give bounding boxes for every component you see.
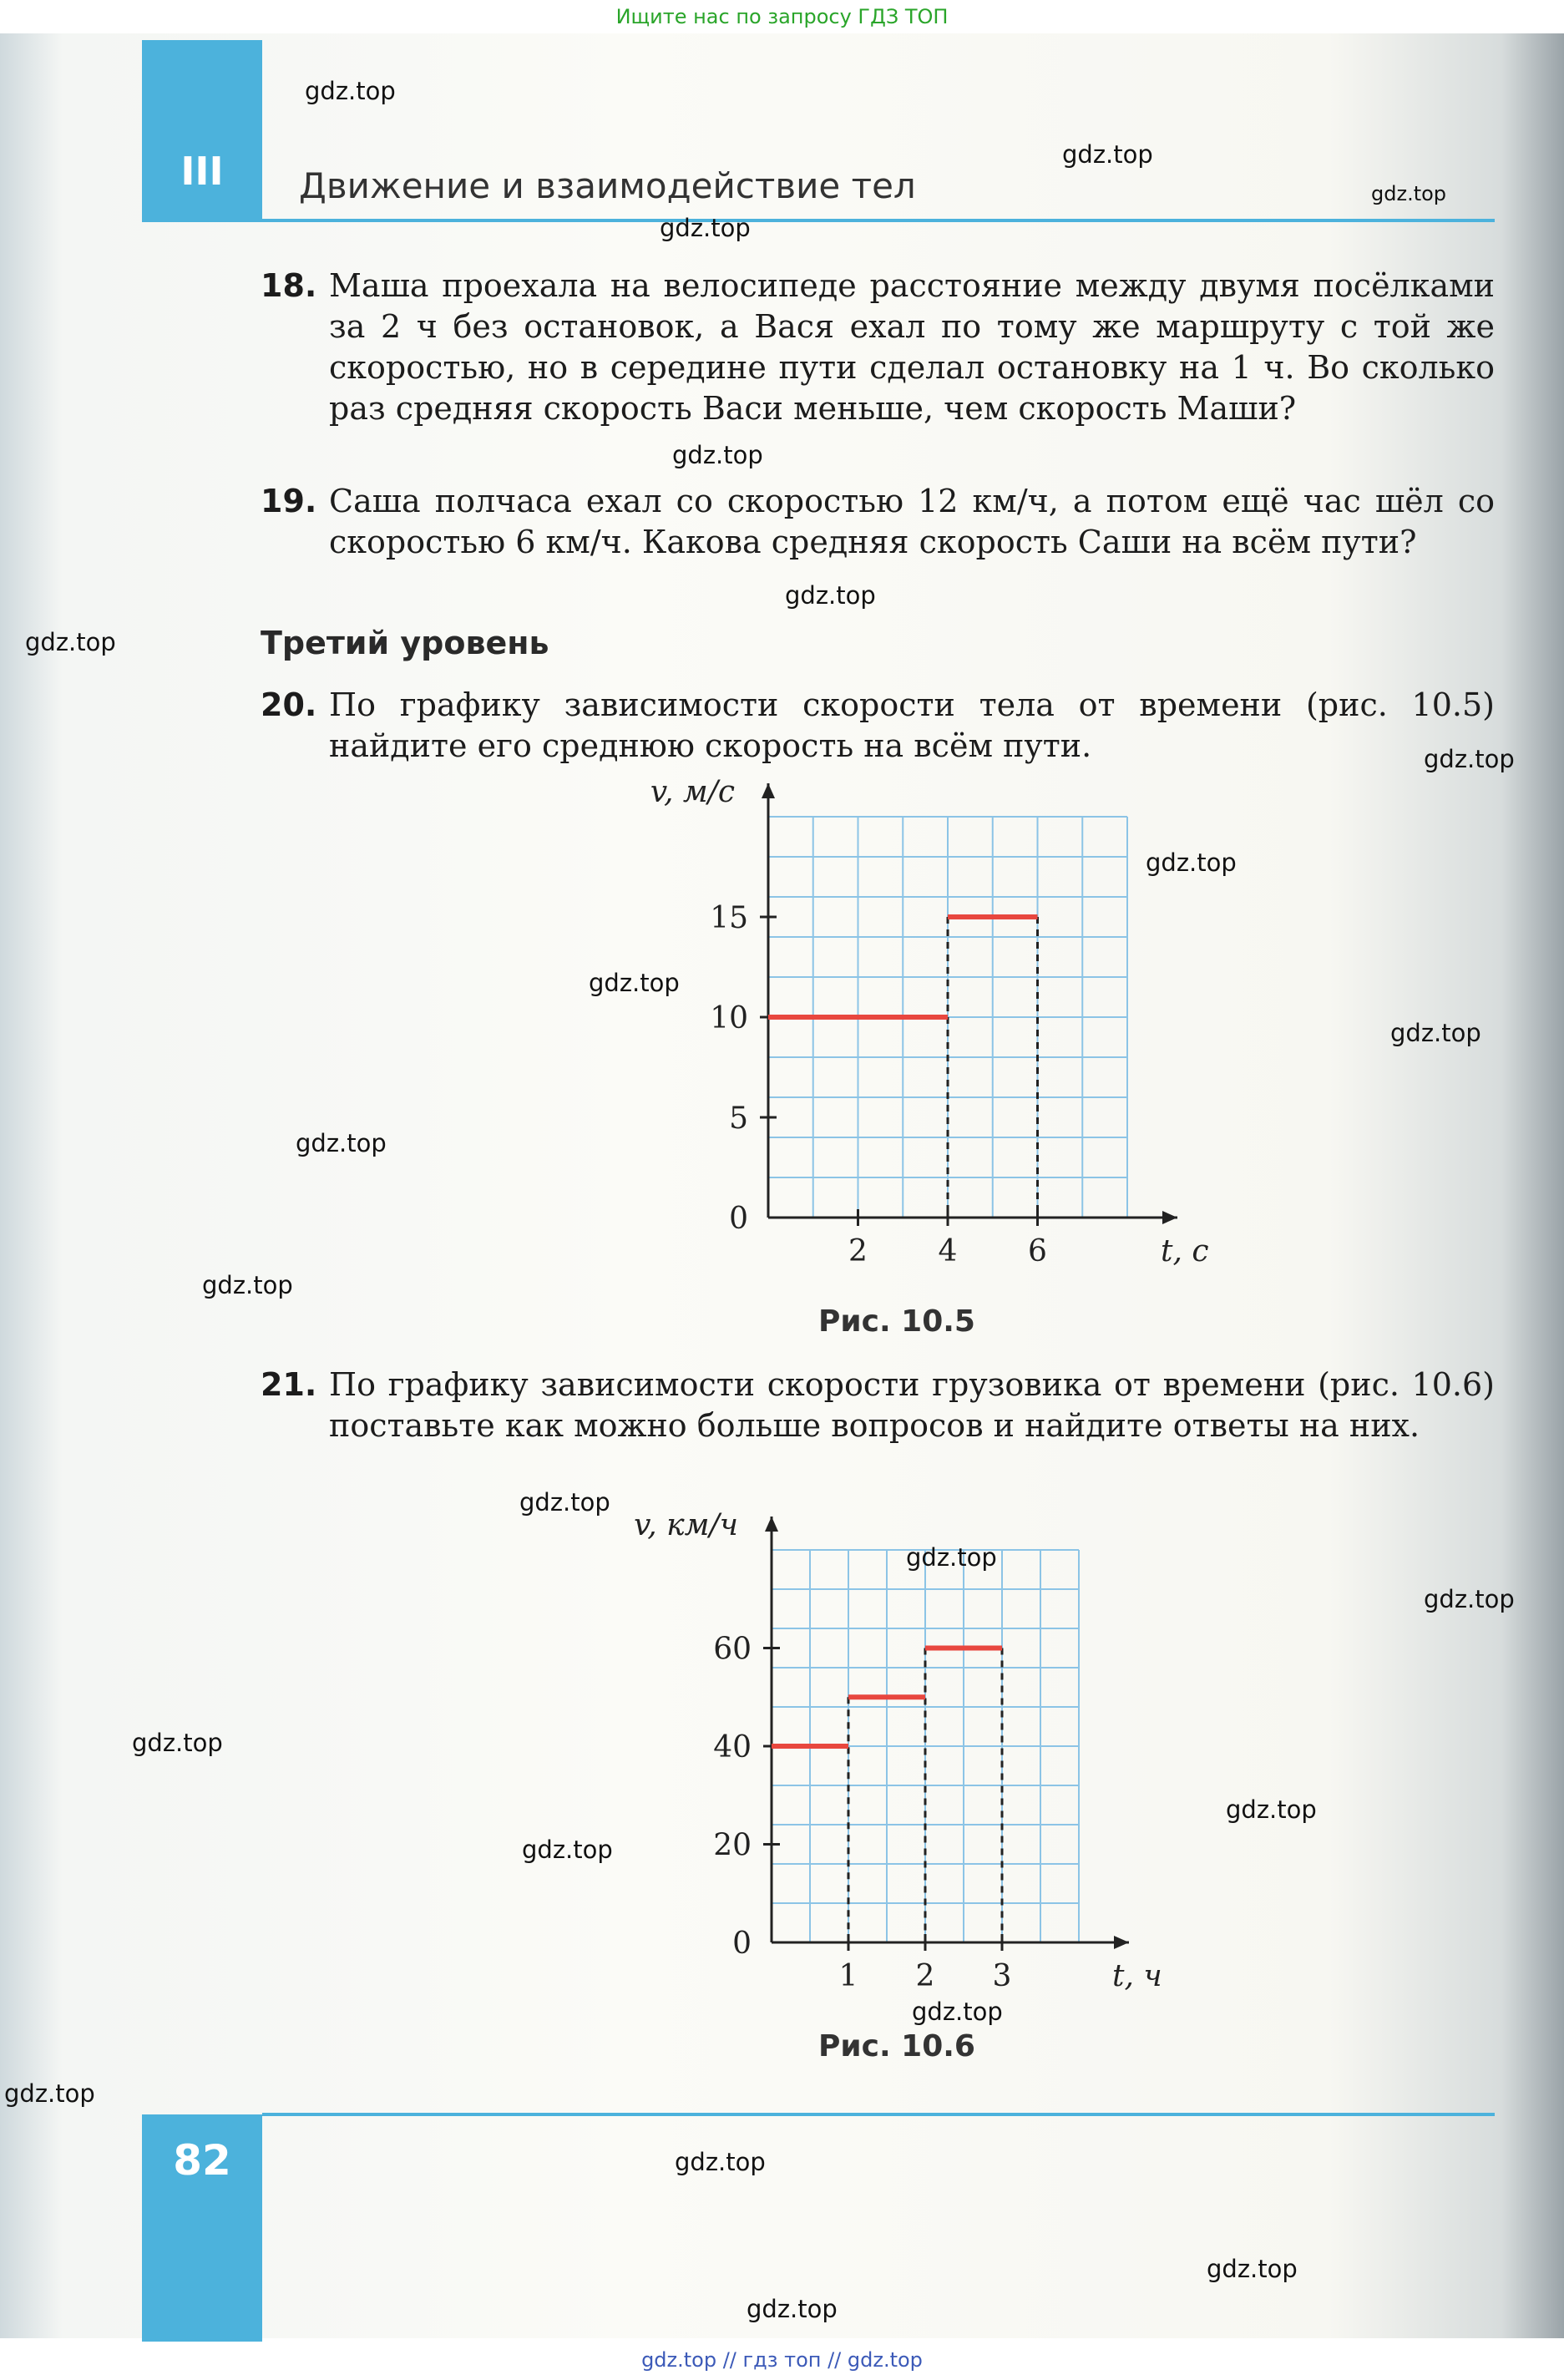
problem-text: По графику зависимости скорости грузовика от времени (рис. 10.6) поставьте как можно больше вопросов и найдите ответы на них. [329,1366,1495,1444]
watermark: gdz.top [785,581,876,610]
y-axis-arrow [765,1517,778,1532]
figure-caption-10-5: Рис. 10.5 [818,1304,975,1339]
watermark: gdz.top [25,628,116,656]
y-tick-label: 15 [710,901,748,935]
y-axis-arrow [762,783,775,798]
watermark: gdz.top [1146,848,1237,877]
section-title: Третий уровень [261,625,549,661]
chapter-tab [142,40,262,222]
y-tick-label: 0 [732,1927,752,1961]
header-divider [142,219,1495,222]
problem-number: 18. [261,267,317,304]
y-tick-label: 5 [729,1101,748,1136]
problem-number: 21. [261,1366,317,1403]
chart-10-6 [568,1486,1186,2004]
watermark: gdz.top [660,214,751,242]
watermark: gdz.top [305,77,396,105]
y-tick-label: 0 [729,1202,748,1236]
watermark: gdz.top [296,1129,387,1157]
x-tick-label: 2 [915,1959,935,1993]
problem-number: 20. [261,686,317,723]
problem-20 [261,685,1495,767]
figure-caption-10-6: Рис. 10.6 [818,2029,975,2064]
x-tick-label: 2 [848,1234,868,1268]
x-tick-label: 3 [992,1959,1012,1993]
watermark: gdz.top [202,1271,293,1299]
y-axis-label: v, км/ч [634,1508,738,1542]
x-axis-arrow [1114,1936,1129,1949]
chart-10-5-svg [585,777,1219,1294]
page-number: 82 [173,2136,231,2185]
y-tick-label: 10 [710,1001,748,1036]
watermark: gdz.top [747,2295,838,2323]
y-tick-label: 20 [713,1828,752,1863]
x-tick-label: 4 [938,1234,958,1268]
problem-19 [261,481,1495,563]
footer-divider [262,2113,1495,2116]
x-axis-label: t, с [1161,1234,1209,1268]
watermark: gdz.top [1207,2255,1298,2283]
x-axis-arrow [1162,1211,1177,1224]
watermark: gdz.top [672,441,763,469]
watermark: gdz.top [1424,745,1515,773]
watermark: gdz.top [675,2148,766,2176]
chart-10-6-svg [568,1486,1186,2004]
bottom-banner: gdz.top // гдз топ // gdz.top [641,2348,923,2372]
watermark: gdz.top [906,1543,997,1572]
y-tick-label: 60 [713,1632,752,1667]
problem-18 [261,266,1495,429]
x-tick-label: 6 [1028,1234,1047,1268]
watermark: gdz.top [912,1998,1003,2026]
watermark: gdz.top [1390,1019,1481,1047]
x-tick-label: 1 [838,1959,858,1993]
chapter-number: III [180,149,224,194]
problem-21 [261,1365,1495,1446]
watermark: gdz.top [4,2079,95,2108]
watermark: gdz.top [519,1488,610,1517]
problem-number: 19. [261,483,317,519]
watermark: gdz.top [1226,1795,1317,1824]
y-tick-label: 40 [713,1730,752,1765]
x-axis-label: t, ч [1112,1959,1162,1993]
chart-10-5 [585,777,1219,1294]
problem-text: Маша проехала на велосипеде расстояние между двумя посёлками за 2 ч без остановок, а Вася ехал по тому же маршруту с той же скоростью, но в середине пути сделал остановку на 1 ч. Во сколько раз средняя скорость Васи меньше, чем скорость Маши? [329,267,1495,427]
watermark: gdz.top [1371,182,1447,205]
problem-text: Саша полчаса ехал со скоростью 12 км/ч, а потом ещё час шёл со скоростью 6 км/ч. Какова средняя скорость Саши на всём пути? [329,483,1495,560]
y-axis-label: v, м/с [650,775,735,809]
top-banner: Ищите нас по запросу ГДЗ ТОП [615,5,949,28]
watermark: gdz.top [1062,140,1153,169]
watermark: gdz.top [1424,1585,1515,1613]
chapter-title: Движение и взаимодействие тел [299,165,916,206]
watermark: gdz.top [132,1729,223,1757]
watermark: gdz.top [522,1836,613,1864]
problem-text: По графику зависимости скорости тела от времени (рис. 10.5) найдите его среднюю скорость на всём пути. [329,686,1495,764]
watermark: gdz.top [589,969,680,997]
